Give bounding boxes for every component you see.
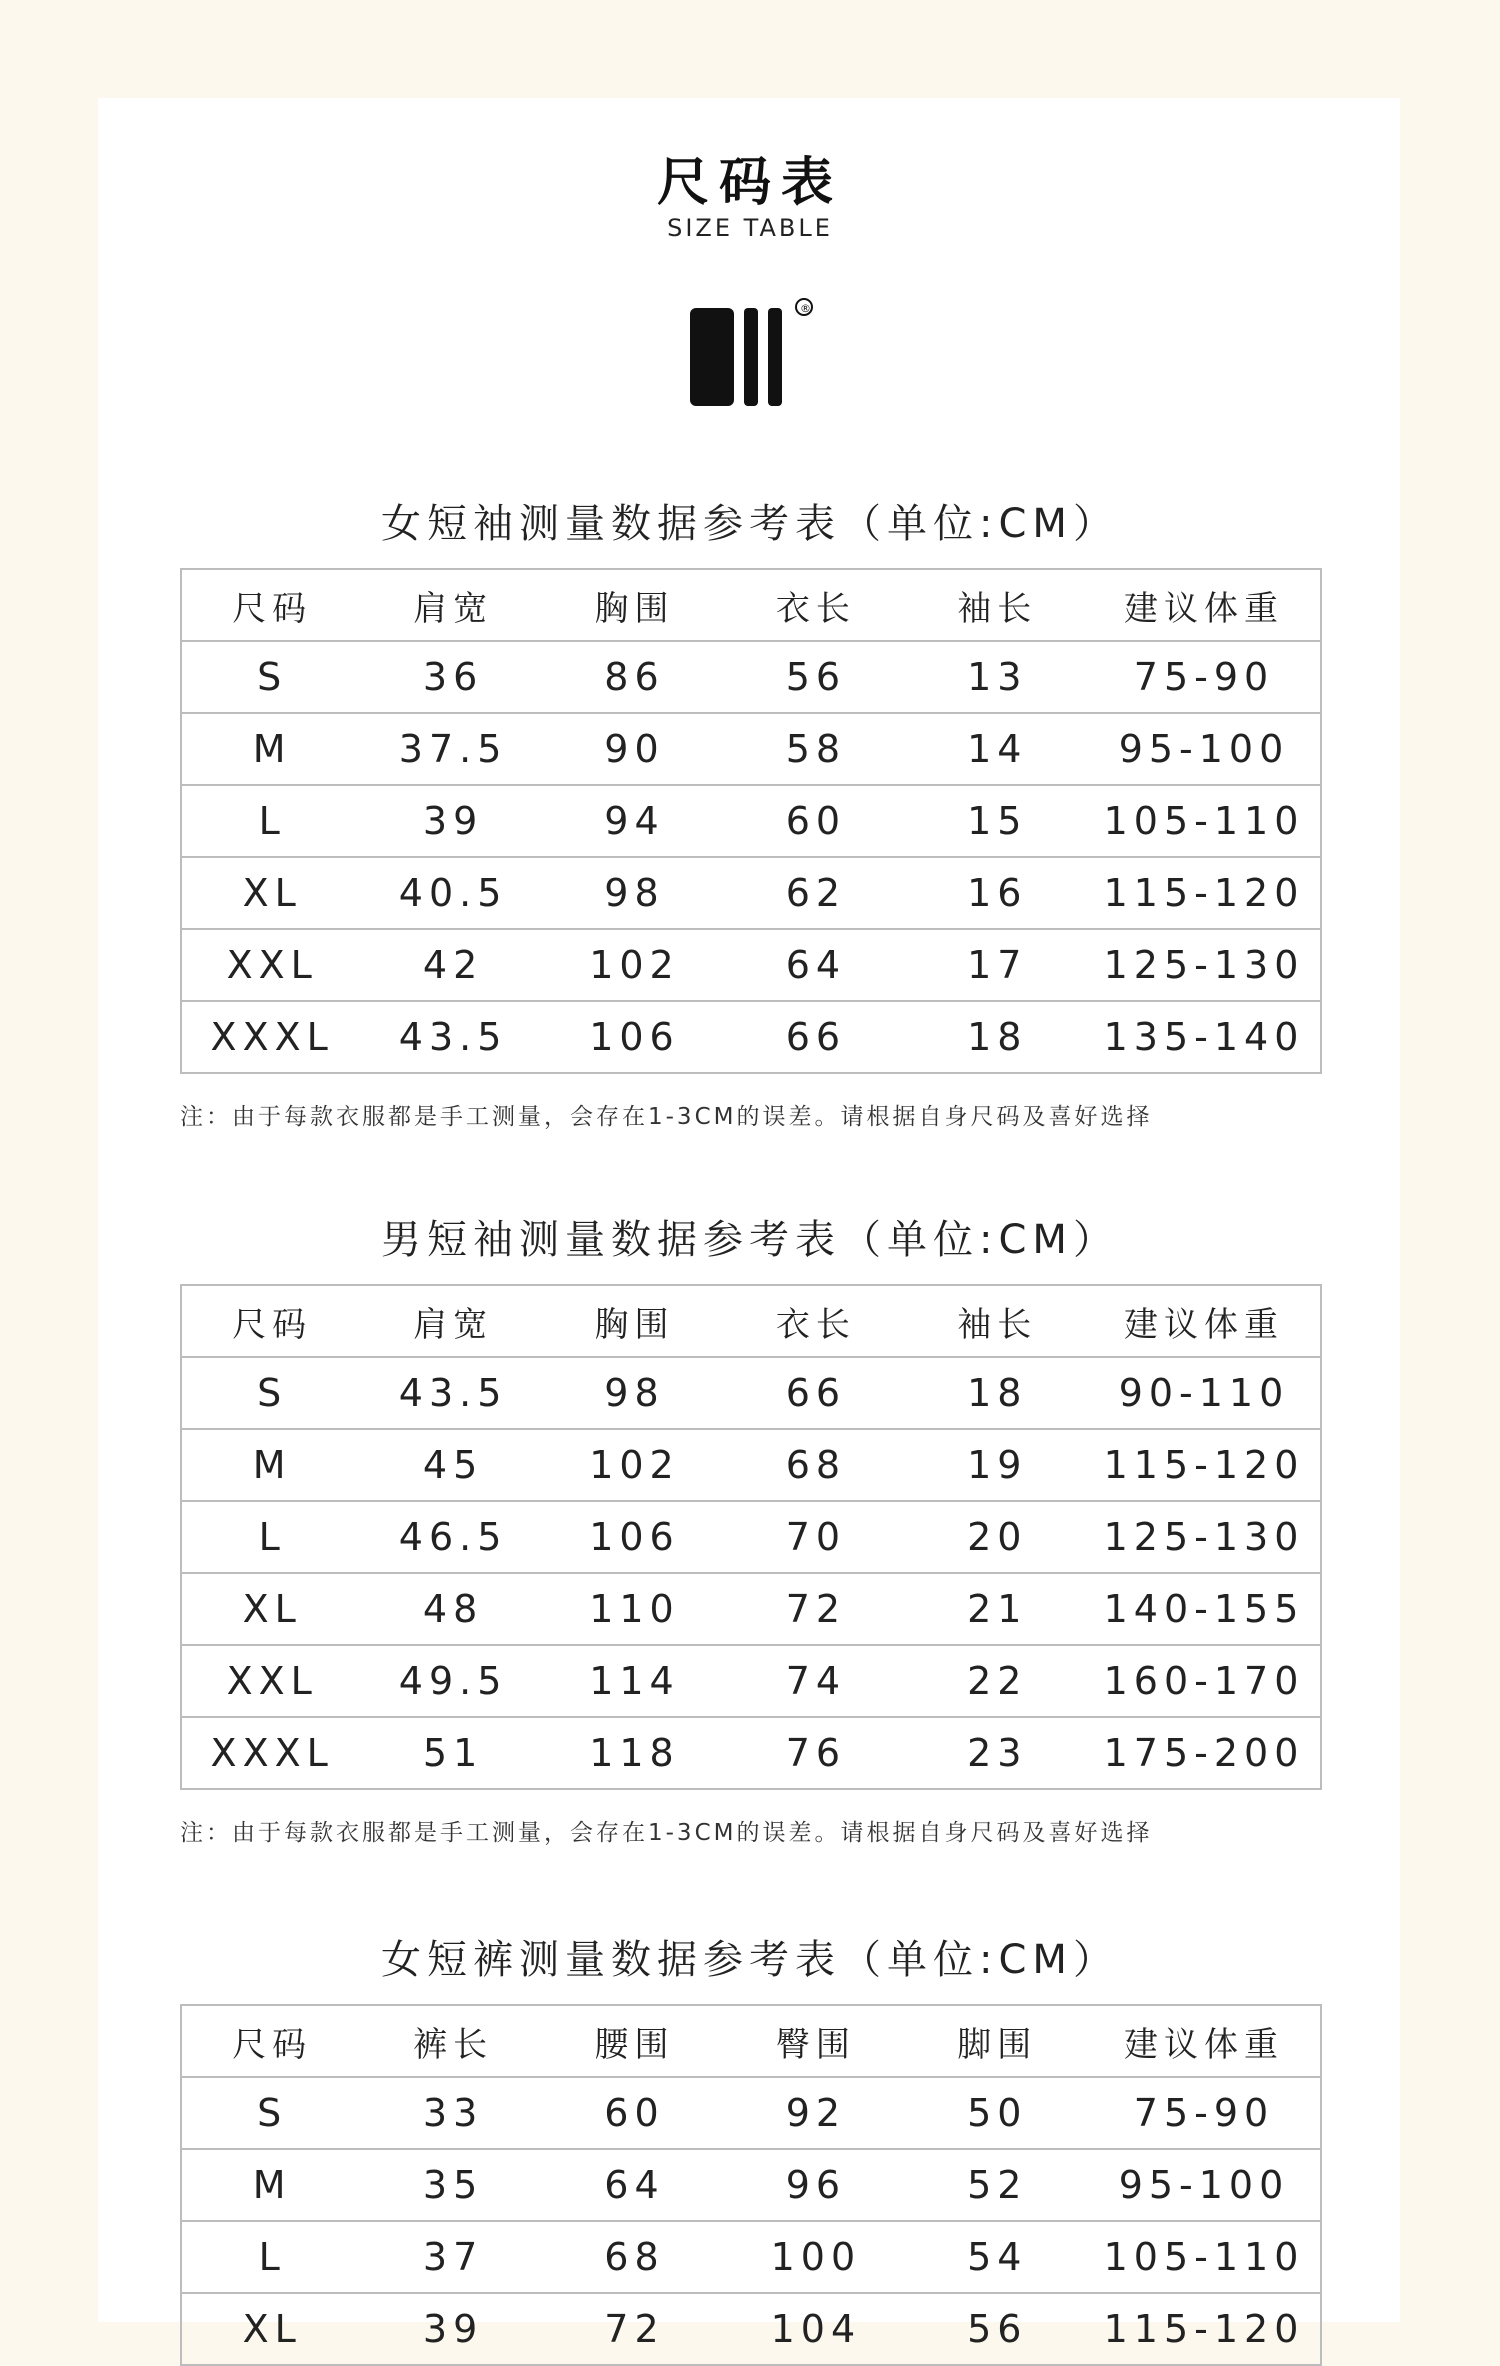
table-cell: 90-110 [1088, 1357, 1321, 1429]
table-cell: 36 [362, 641, 543, 713]
table-cell: 104 [725, 2293, 906, 2365]
table-cell: 15 [907, 785, 1088, 857]
table-cell: L [181, 2221, 362, 2293]
column-header: 肩宽 [362, 1285, 543, 1357]
table-cell: M [181, 2149, 362, 2221]
table-cell: 175-200 [1088, 1717, 1321, 1789]
table-cell: 64 [725, 929, 906, 1001]
table-cell: 60 [725, 785, 906, 857]
table-cell: 52 [907, 2149, 1088, 2221]
table-cell: 72 [544, 2293, 725, 2365]
table-cell: XXXL [181, 1001, 362, 1073]
table-cell: 66 [725, 1001, 906, 1073]
table-cell: 74 [725, 1645, 906, 1717]
table-cell: XL [181, 2293, 362, 2365]
table-cell: 22 [907, 1645, 1088, 1717]
table-row [181, 641, 1321, 713]
women-shorts-size-table [180, 2004, 1322, 2366]
table-cell: 125-130 [1088, 929, 1321, 1001]
table-row [181, 1645, 1321, 1717]
table-cell: 105-110 [1088, 2221, 1321, 2293]
table-header-row [181, 569, 1321, 641]
table-cell: 118 [544, 1717, 725, 1789]
table-cell: 94 [544, 785, 725, 857]
table-cell: S [181, 641, 362, 713]
table-row [181, 2149, 1321, 2221]
table-cell: 50 [907, 2077, 1088, 2149]
table-cell: 160-170 [1088, 1645, 1321, 1717]
column-header: 衣长 [725, 1285, 906, 1357]
table-cell: 18 [907, 1001, 1088, 1073]
table-row [181, 929, 1321, 1001]
table-cell: 18 [907, 1357, 1088, 1429]
table-cell: 43.5 [362, 1001, 543, 1073]
table-cell: 20 [907, 1501, 1088, 1573]
table-cell: 16 [907, 857, 1088, 929]
table-cell: 114 [544, 1645, 725, 1717]
column-header: 胸围 [544, 1285, 725, 1357]
table-cell: 98 [544, 1357, 725, 1429]
table-cell: 102 [544, 1429, 725, 1501]
section-title-women-shorts: 女短裤测量数据参考表（单位:CM） [381, 1937, 1119, 1983]
table-cell: 115-120 [1088, 857, 1321, 929]
table-cell: S [181, 2077, 362, 2149]
table-cell: 92 [725, 2077, 906, 2149]
table-cell: 70 [725, 1501, 906, 1573]
table-cell: 62 [725, 857, 906, 929]
column-header: 建议体重 [1088, 569, 1321, 641]
table-row [181, 2293, 1321, 2365]
table-row [181, 713, 1321, 785]
column-header: 建议体重 [1088, 1285, 1321, 1357]
table-cell: L [181, 785, 362, 857]
table-cell: 64 [544, 2149, 725, 2221]
table-cell: 68 [544, 2221, 725, 2293]
table-cell: 23 [907, 1717, 1088, 1789]
column-header: 袖长 [907, 569, 1088, 641]
table-cell: 17 [907, 929, 1088, 1001]
page-subtitle: SIZE TABLE [667, 214, 833, 242]
column-header: 尺码 [181, 2005, 362, 2077]
table-row [181, 1429, 1321, 1501]
table-cell: XL [181, 1573, 362, 1645]
table-cell: L [181, 1501, 362, 1573]
table-cell: 37.5 [362, 713, 543, 785]
table-cell: 76 [725, 1717, 906, 1789]
brand-logo-icon [690, 298, 820, 408]
section-title-men-tshirt: 男短袖测量数据参考表（单位:CM） [381, 1217, 1119, 1263]
table-cell: XL [181, 857, 362, 929]
table-cell: 140-155 [1088, 1573, 1321, 1645]
table-cell: 45 [362, 1429, 543, 1501]
table-cell: 75-90 [1088, 641, 1321, 713]
table-cell: 54 [907, 2221, 1088, 2293]
table-cell: 106 [544, 1501, 725, 1573]
table-cell: 42 [362, 929, 543, 1001]
table-cell: M [181, 1429, 362, 1501]
table-row [181, 857, 1321, 929]
table-header-row [181, 2005, 1321, 2077]
table-cell: 66 [725, 1357, 906, 1429]
table-row [181, 2221, 1321, 2293]
table-cell: 33 [362, 2077, 543, 2149]
measurement-note: 注：由于每款衣服都是手工测量，会存在1-3CM的误差。请根据自身尺码及喜好选择 [180, 1820, 1153, 1846]
column-header: 尺码 [181, 569, 362, 641]
table-cell: 90 [544, 713, 725, 785]
table-row [181, 2077, 1321, 2149]
column-header: 裤长 [362, 2005, 543, 2077]
section-title-women-tshirt: 女短袖测量数据参考表（单位:CM） [381, 501, 1119, 547]
table-row [181, 1573, 1321, 1645]
column-header: 袖长 [907, 1285, 1088, 1357]
table-cell: 95-100 [1088, 713, 1321, 785]
table-cell: 105-110 [1088, 785, 1321, 857]
table-cell: 60 [544, 2077, 725, 2149]
table-row [181, 1357, 1321, 1429]
table-cell: 100 [725, 2221, 906, 2293]
table-cell: 39 [362, 785, 543, 857]
table-cell: 13 [907, 641, 1088, 713]
table-cell: 95-100 [1088, 2149, 1321, 2221]
table-cell: 49.5 [362, 1645, 543, 1717]
table-cell: 35 [362, 2149, 543, 2221]
table-row [181, 785, 1321, 857]
table-cell: 86 [544, 641, 725, 713]
table-cell: 115-120 [1088, 1429, 1321, 1501]
table-cell: 21 [907, 1573, 1088, 1645]
table-cell: XXXL [181, 1717, 362, 1789]
table-row [181, 1501, 1321, 1573]
table-cell: 115-120 [1088, 2293, 1321, 2365]
column-header: 臀围 [725, 2005, 906, 2077]
table-cell: 14 [907, 713, 1088, 785]
page-title: 尺码表 [656, 153, 843, 213]
table-cell: 46.5 [362, 1501, 543, 1573]
table-cell: 58 [725, 713, 906, 785]
table-cell: 75-90 [1088, 2077, 1321, 2149]
table-cell: 68 [725, 1429, 906, 1501]
table-cell: 56 [725, 641, 906, 713]
column-header: 脚围 [907, 2005, 1088, 2077]
table-cell: 19 [907, 1429, 1088, 1501]
table-cell: 40.5 [362, 857, 543, 929]
women-tshirt-size-table [180, 568, 1322, 1074]
table-cell: M [181, 713, 362, 785]
column-header: 腰围 [544, 2005, 725, 2077]
column-header: 肩宽 [362, 569, 543, 641]
measurement-note: 注：由于每款衣服都是手工测量，会存在1-3CM的误差。请根据自身尺码及喜好选择 [180, 1104, 1153, 1130]
column-header: 胸围 [544, 569, 725, 641]
table-cell: 106 [544, 1001, 725, 1073]
table-cell: S [181, 1357, 362, 1429]
table-cell: 110 [544, 1573, 725, 1645]
column-header: 建议体重 [1088, 2005, 1321, 2077]
table-cell: 56 [907, 2293, 1088, 2365]
table-cell: 39 [362, 2293, 543, 2365]
column-header: 衣长 [725, 569, 906, 641]
table-row [181, 1001, 1321, 1073]
table-cell: 51 [362, 1717, 543, 1789]
column-header: 尺码 [181, 1285, 362, 1357]
table-cell: 102 [544, 929, 725, 1001]
table-cell: XXL [181, 1645, 362, 1717]
table-cell: XXL [181, 929, 362, 1001]
table-cell: 98 [544, 857, 725, 929]
table-cell: 43.5 [362, 1357, 543, 1429]
men-tshirt-size-table [180, 1284, 1322, 1790]
table-cell: 125-130 [1088, 1501, 1321, 1573]
table-header-row [181, 1285, 1321, 1357]
table-cell: 96 [725, 2149, 906, 2221]
registered-mark: ® [800, 302, 811, 315]
table-cell: 135-140 [1088, 1001, 1321, 1073]
table-cell: 72 [725, 1573, 906, 1645]
table-cell: 48 [362, 1573, 543, 1645]
table-cell: 37 [362, 2221, 543, 2293]
table-row [181, 1717, 1321, 1789]
